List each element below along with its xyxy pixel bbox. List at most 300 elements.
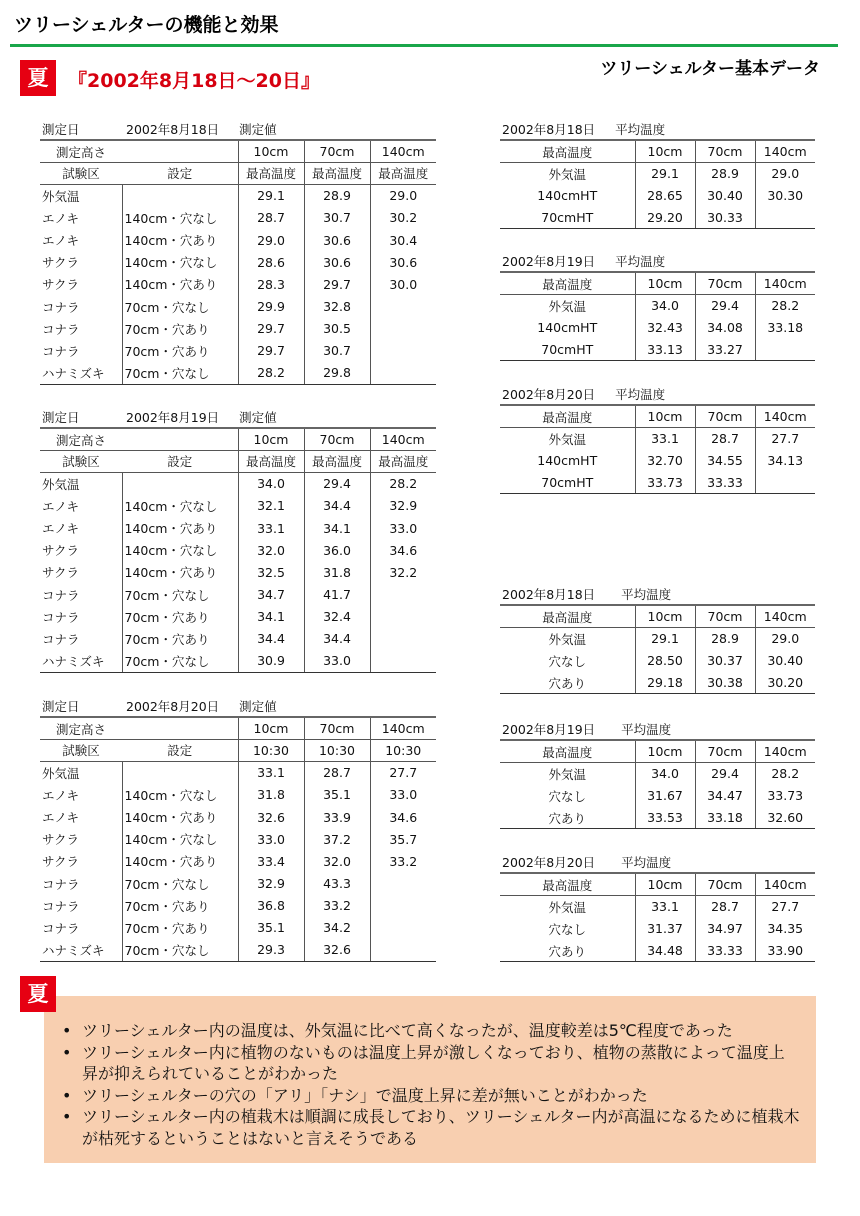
value-cell: 32.1 (238, 495, 304, 517)
setting-cell: 140cm・穴なし (122, 495, 238, 517)
species-cell: エノキ (42, 210, 80, 226)
setting-cell: 70cm・穴あり (122, 318, 238, 340)
caption-date: 2002年8月18日 平均温度 (502, 121, 666, 137)
value-cell: 28.9 (695, 627, 755, 649)
value-cell: 33.13 (635, 339, 695, 361)
value-cell: 33.33 (695, 472, 755, 494)
setting-cell: 70cm・穴あり (122, 917, 238, 939)
value-cell: 33.2 (370, 850, 436, 872)
table-row (40, 606, 436, 628)
table-row (500, 185, 815, 207)
sub-header: 10:30 (238, 739, 304, 761)
header-cell: 140cm (755, 272, 815, 294)
table-row (500, 940, 815, 962)
setting-cell: 140cm・穴なし (122, 784, 238, 806)
caption-date: 2002年8月20日 測定値 (126, 698, 277, 714)
plot-header: 試験区 (40, 739, 122, 761)
row-label-cell: 70cmHT (500, 207, 635, 229)
plot-header: 試験区 (40, 450, 122, 472)
setting-cell: 140cm・穴あり (122, 561, 238, 583)
average-table-0819-hole (500, 718, 815, 829)
height-header: 140cm (370, 140, 436, 162)
value-cell (370, 917, 436, 939)
value-cell: 33.0 (304, 650, 370, 672)
average-table-0818-ht (500, 118, 815, 229)
header-cell: 70cm (695, 873, 755, 895)
height-header-label: 測定高さ (40, 140, 238, 162)
table-row (40, 850, 436, 872)
table-row (500, 807, 815, 829)
value-cell: 36.0 (304, 539, 370, 561)
table-row (40, 939, 436, 961)
value-cell: 32.60 (755, 807, 815, 829)
table-row (40, 362, 436, 384)
species-cell: コナラ (42, 587, 80, 603)
value-cell: 30.6 (304, 251, 370, 273)
table-row (40, 806, 436, 828)
height-header-label: 測定高さ (40, 428, 238, 450)
value-cell: 32.43 (635, 317, 695, 339)
page-title: ツリーシェルターの機能と効果 (14, 14, 279, 36)
value-cell: 32.0 (304, 850, 370, 872)
value-cell: 43.3 (304, 873, 370, 895)
row-label-cell: 穴あり (500, 807, 635, 829)
average-table-0820-hole (500, 851, 815, 962)
header-cell: 10cm (635, 605, 695, 627)
value-cell: 30.4 (370, 229, 436, 251)
caption-date: 2002年8月18日 平均温度 (502, 586, 672, 602)
value-cell: 29.8 (304, 362, 370, 384)
setting-cell: 140cm・穴なし (122, 251, 238, 273)
setting-header: 設定 (122, 450, 238, 472)
header-cell: 70cm (695, 605, 755, 627)
row-label-cell: 70cmHT (500, 339, 635, 361)
value-cell: 30.6 (304, 229, 370, 251)
caption-date: 2002年8月19日 測定値 (126, 409, 277, 425)
title-rule (10, 44, 838, 47)
species-cell: コナラ (42, 343, 80, 359)
species-cell: ハナミズキ (40, 650, 122, 672)
header-cell: 140cm (755, 740, 815, 762)
table-row (40, 517, 436, 539)
value-cell: 30.30 (755, 185, 815, 207)
value-cell (370, 606, 436, 628)
table-row (500, 339, 815, 361)
value-cell: 30.38 (695, 672, 755, 694)
value-cell: 34.35 (755, 918, 815, 940)
header-cell: 70cm (695, 140, 755, 162)
species-cell: エノキ (42, 498, 80, 514)
row-label-cell: 外気温 (548, 631, 586, 647)
setting-cell (122, 762, 238, 784)
row-label-cell: 穴なし (548, 921, 586, 937)
row-label-cell: 外気温 (548, 899, 586, 915)
value-cell: 27.7 (755, 895, 815, 917)
value-cell: 33.1 (238, 762, 304, 784)
setting-cell: 140cm・穴なし (122, 207, 238, 229)
species-cell: コナラ (42, 920, 80, 936)
table-row (40, 628, 436, 650)
setting-cell: 140cm・穴なし (122, 539, 238, 561)
value-cell: 30.6 (370, 251, 436, 273)
value-cell: 33.0 (370, 517, 436, 539)
species-cell: エノキ (42, 233, 80, 249)
summary-point: • ツリーシェルター内の温度は、外気温に比べて高くなったが、温度較差は5℃程度であった (62, 1020, 800, 1042)
value-cell: 29.3 (238, 939, 304, 961)
species-cell: 外気温 (42, 765, 80, 781)
header-cell: 最高温度 (500, 140, 635, 162)
value-cell: 33.2 (304, 895, 370, 917)
height-header: 140cm (370, 717, 436, 739)
row-label-cell: 70cmHT (500, 472, 635, 494)
setting-cell: 70cm・穴あり (122, 628, 238, 650)
value-cell (755, 472, 815, 494)
caption-date: 2002年8月20日 平均温度 (502, 386, 666, 402)
species-cell: サクラ (42, 255, 80, 271)
row-label-cell: 穴なし (548, 653, 586, 669)
measured-table-0818 (40, 118, 436, 385)
header-cell: 10cm (635, 873, 695, 895)
table-row (500, 627, 815, 649)
date-heading: 『2002年8月18日～20日』 (68, 70, 320, 92)
header-cell: 140cm (755, 873, 815, 895)
species-cell: コナラ (42, 898, 80, 914)
table-row (40, 207, 436, 229)
value-cell: 30.0 (370, 273, 436, 295)
table-row (40, 828, 436, 850)
average-table-0820-ht (500, 383, 815, 494)
value-cell: 28.2 (370, 473, 436, 495)
species-cell: コナラ (42, 876, 80, 892)
species-cell: コナラ (42, 609, 80, 625)
row-label-cell: 穴あり (500, 940, 635, 962)
summary-point: • ツリーシェルター内の植栽木は順調に成長しており、ツリーシェルター内が高温になるために植栽木が枯死するということはないと言えそうである (62, 1106, 800, 1149)
value-cell: 32.9 (238, 873, 304, 895)
table-row (40, 873, 436, 895)
value-cell: 32.0 (238, 539, 304, 561)
header-cell: 140cm (755, 405, 815, 427)
caption-label: 測定日 (42, 121, 80, 137)
value-cell: 29.0 (755, 162, 815, 184)
setting-cell (122, 473, 238, 495)
sub-header: 最高温度 (304, 450, 370, 472)
height-header: 10cm (238, 140, 304, 162)
header-cell: 10cm (635, 140, 695, 162)
header-cell: 70cm (695, 272, 755, 294)
value-cell: 30.40 (755, 650, 815, 672)
value-cell: 29.0 (755, 627, 815, 649)
season-badge: 夏 (20, 60, 56, 96)
row-label-cell: 外気温 (548, 166, 586, 182)
sub-header: 10:30 (304, 739, 370, 761)
value-cell: 27.7 (370, 762, 436, 784)
table-row (500, 207, 815, 229)
value-cell: 29.18 (635, 672, 695, 694)
value-cell (370, 340, 436, 362)
header-cell: 70cm (695, 405, 755, 427)
value-cell: 33.9 (304, 806, 370, 828)
value-cell: 34.08 (695, 317, 755, 339)
value-cell (370, 650, 436, 672)
value-cell: 30.7 (304, 207, 370, 229)
value-cell: 28.9 (304, 185, 370, 207)
header-cell: 最高温度 (500, 605, 635, 627)
value-cell: 32.9 (370, 495, 436, 517)
value-cell (370, 628, 436, 650)
header-cell: 70cm (695, 740, 755, 762)
value-cell: 29.1 (238, 185, 304, 207)
sub-header: 最高温度 (238, 450, 304, 472)
value-cell: 34.6 (370, 806, 436, 828)
height-header: 70cm (304, 140, 370, 162)
setting-cell: 140cm・穴なし (122, 828, 238, 850)
setting-cell: 70cm・穴なし (122, 362, 238, 384)
species-cell: ハナミズキ (40, 939, 122, 961)
header-cell: 最高温度 (500, 405, 635, 427)
value-cell: 30.9 (238, 650, 304, 672)
value-cell: 28.7 (238, 207, 304, 229)
value-cell: 35.1 (304, 784, 370, 806)
value-cell: 28.7 (695, 427, 755, 449)
value-cell: 34.4 (304, 628, 370, 650)
value-cell (755, 339, 815, 361)
value-cell: 33.1 (635, 427, 695, 449)
value-cell: 34.48 (635, 940, 695, 962)
setting-header: 設定 (122, 739, 238, 761)
table-row (40, 229, 436, 251)
value-cell: 32.70 (635, 450, 695, 472)
row-label-cell: 外気温 (548, 431, 586, 447)
height-header-label: 測定高さ (40, 717, 238, 739)
height-header: 10cm (238, 428, 304, 450)
value-cell: 31.8 (304, 561, 370, 583)
setting-cell: 70cm・穴なし (122, 873, 238, 895)
value-cell (370, 895, 436, 917)
table-row (40, 539, 436, 561)
value-cell (370, 362, 436, 384)
measured-table-0819 (40, 406, 436, 673)
value-cell: 36.8 (238, 895, 304, 917)
height-header: 140cm (370, 428, 436, 450)
value-cell: 33.1 (635, 895, 695, 917)
value-cell: 35.1 (238, 917, 304, 939)
value-cell: 33.18 (755, 317, 815, 339)
value-cell: 33.73 (635, 472, 695, 494)
setting-cell: 140cm・穴あり (122, 229, 238, 251)
table-row (40, 296, 436, 318)
table-row (40, 762, 436, 784)
value-cell: 30.37 (695, 650, 755, 672)
value-cell: 29.7 (238, 340, 304, 362)
value-cell: 34.7 (238, 584, 304, 606)
setting-cell: 70cm・穴なし (122, 584, 238, 606)
value-cell: 29.1 (635, 162, 695, 184)
value-cell: 28.6 (238, 251, 304, 273)
value-cell: 32.4 (304, 606, 370, 628)
species-cell: コナラ (42, 631, 80, 647)
value-cell: 33.18 (695, 807, 755, 829)
value-cell: 30.20 (755, 672, 815, 694)
value-cell: 29.9 (238, 296, 304, 318)
sub-header: 最高温度 (238, 162, 304, 184)
caption-date: 2002年8月19日 平均温度 (502, 253, 666, 269)
header-cell: 140cm (755, 605, 815, 627)
caption-date: 2002年8月20日 平均温度 (502, 854, 672, 870)
sub-header: 最高温度 (370, 162, 436, 184)
table-row (500, 762, 815, 784)
header-cell: 10cm (635, 405, 695, 427)
value-cell: 28.2 (755, 762, 815, 784)
species-cell: サクラ (42, 277, 80, 293)
value-cell: 30.5 (304, 318, 370, 340)
table-row (40, 650, 436, 672)
value-cell: 29.0 (370, 185, 436, 207)
value-cell: 34.1 (238, 606, 304, 628)
value-cell: 32.6 (304, 939, 370, 961)
value-cell: 33.0 (238, 828, 304, 850)
value-cell: 33.0 (370, 784, 436, 806)
value-cell: 29.7 (304, 273, 370, 295)
species-cell: コナラ (42, 299, 80, 315)
caption-label: 測定日 (42, 409, 80, 425)
height-header: 10cm (238, 717, 304, 739)
caption-date: 2002年8月18日 測定値 (126, 121, 277, 137)
setting-cell: 70cm・穴あり (122, 606, 238, 628)
caption-label: 測定日 (42, 698, 80, 714)
table-row (40, 584, 436, 606)
value-cell: 33.53 (635, 807, 695, 829)
table-row (40, 561, 436, 583)
species-cell: エノキ (42, 810, 80, 826)
row-label-cell: 140cmHT (537, 320, 598, 336)
table-row (40, 495, 436, 517)
value-cell: 29.1 (635, 627, 695, 649)
row-label-cell: 穴あり (500, 672, 635, 694)
value-cell: 34.13 (755, 450, 815, 472)
setting-cell: 70cm・穴なし (122, 650, 238, 672)
value-cell (755, 207, 815, 229)
average-table-0818-hole (500, 583, 815, 694)
species-cell: サクラ (42, 543, 80, 559)
setting-header: 設定 (122, 162, 238, 184)
value-cell (370, 296, 436, 318)
header-cell: 140cm (755, 140, 815, 162)
species-cell: サクラ (42, 565, 80, 581)
species-cell: 外気温 (42, 188, 80, 204)
value-cell: 28.50 (635, 650, 695, 672)
species-cell: 外気温 (42, 476, 80, 492)
value-cell: 34.4 (238, 628, 304, 650)
setting-cell: 140cm・穴あり (122, 517, 238, 539)
page-subtitle: ツリーシェルター基本データ (600, 59, 820, 79)
value-cell: 33.4 (238, 850, 304, 872)
value-cell: 29.4 (695, 762, 755, 784)
value-cell: 29.20 (635, 207, 695, 229)
summary-list (44, 996, 816, 1149)
plot-header: 試験区 (40, 162, 122, 184)
value-cell: 34.6 (370, 539, 436, 561)
species-cell: エノキ (42, 521, 80, 537)
value-cell: 28.2 (238, 362, 304, 384)
sub-header: 最高温度 (304, 162, 370, 184)
value-cell: 32.6 (238, 806, 304, 828)
value-cell: 34.47 (695, 785, 755, 807)
species-cell: ハナミズキ (40, 362, 122, 384)
value-cell: 34.1 (304, 517, 370, 539)
table-row (500, 427, 815, 449)
table-row (40, 895, 436, 917)
table-row (40, 273, 436, 295)
value-cell: 34.0 (635, 762, 695, 784)
table-row (500, 294, 815, 316)
setting-cell (122, 185, 238, 207)
table-row (500, 918, 815, 940)
value-cell (370, 584, 436, 606)
setting-cell: 140cm・穴あり (122, 273, 238, 295)
value-cell: 35.7 (370, 828, 436, 850)
value-cell: 29.4 (695, 294, 755, 316)
value-cell: 33.27 (695, 339, 755, 361)
value-cell: 29.0 (238, 229, 304, 251)
value-cell: 30.2 (370, 207, 436, 229)
table-row (40, 917, 436, 939)
value-cell: 33.33 (695, 940, 755, 962)
header-cell: 最高温度 (500, 272, 635, 294)
header-cell: 最高温度 (500, 740, 635, 762)
table-row (500, 895, 815, 917)
table-row (40, 340, 436, 362)
caption-date: 2002年8月19日 平均温度 (502, 721, 672, 737)
value-cell: 27.7 (755, 427, 815, 449)
table-row (500, 450, 815, 472)
summary-box (44, 996, 816, 1163)
value-cell: 32.2 (370, 561, 436, 583)
value-cell: 30.7 (304, 340, 370, 362)
table-row (500, 672, 815, 694)
summary-point: • ツリーシェルターの穴の「アリ」「ナシ」で温度上昇に差が無いことがわかった (62, 1085, 800, 1107)
table-row (500, 317, 815, 339)
table-row (500, 650, 815, 672)
value-cell: 31.8 (238, 784, 304, 806)
value-cell: 28.7 (695, 895, 755, 917)
value-cell: 28.65 (635, 185, 695, 207)
height-header: 70cm (304, 428, 370, 450)
species-cell: エノキ (42, 787, 80, 803)
species-cell: コナラ (42, 321, 80, 337)
value-cell: 33.73 (755, 785, 815, 807)
average-table-0819-ht (500, 250, 815, 361)
table-row (40, 251, 436, 273)
header-cell: 10cm (635, 740, 695, 762)
value-cell: 32.5 (238, 561, 304, 583)
species-cell: サクラ (42, 854, 80, 870)
height-header: 70cm (304, 717, 370, 739)
summary-season-badge: 夏 (20, 976, 56, 1012)
table-row (40, 473, 436, 495)
value-cell (370, 873, 436, 895)
value-cell: 33.90 (755, 940, 815, 962)
row-label-cell: 穴なし (548, 788, 586, 804)
table-row (40, 318, 436, 340)
row-label-cell: 140cmHT (537, 453, 598, 469)
value-cell: 31.67 (635, 785, 695, 807)
table-row (500, 162, 815, 184)
value-cell: 34.0 (238, 473, 304, 495)
value-cell (370, 318, 436, 340)
value-cell: 32.8 (304, 296, 370, 318)
sub-header: 最高温度 (370, 450, 436, 472)
row-label-cell: 外気温 (548, 298, 586, 314)
